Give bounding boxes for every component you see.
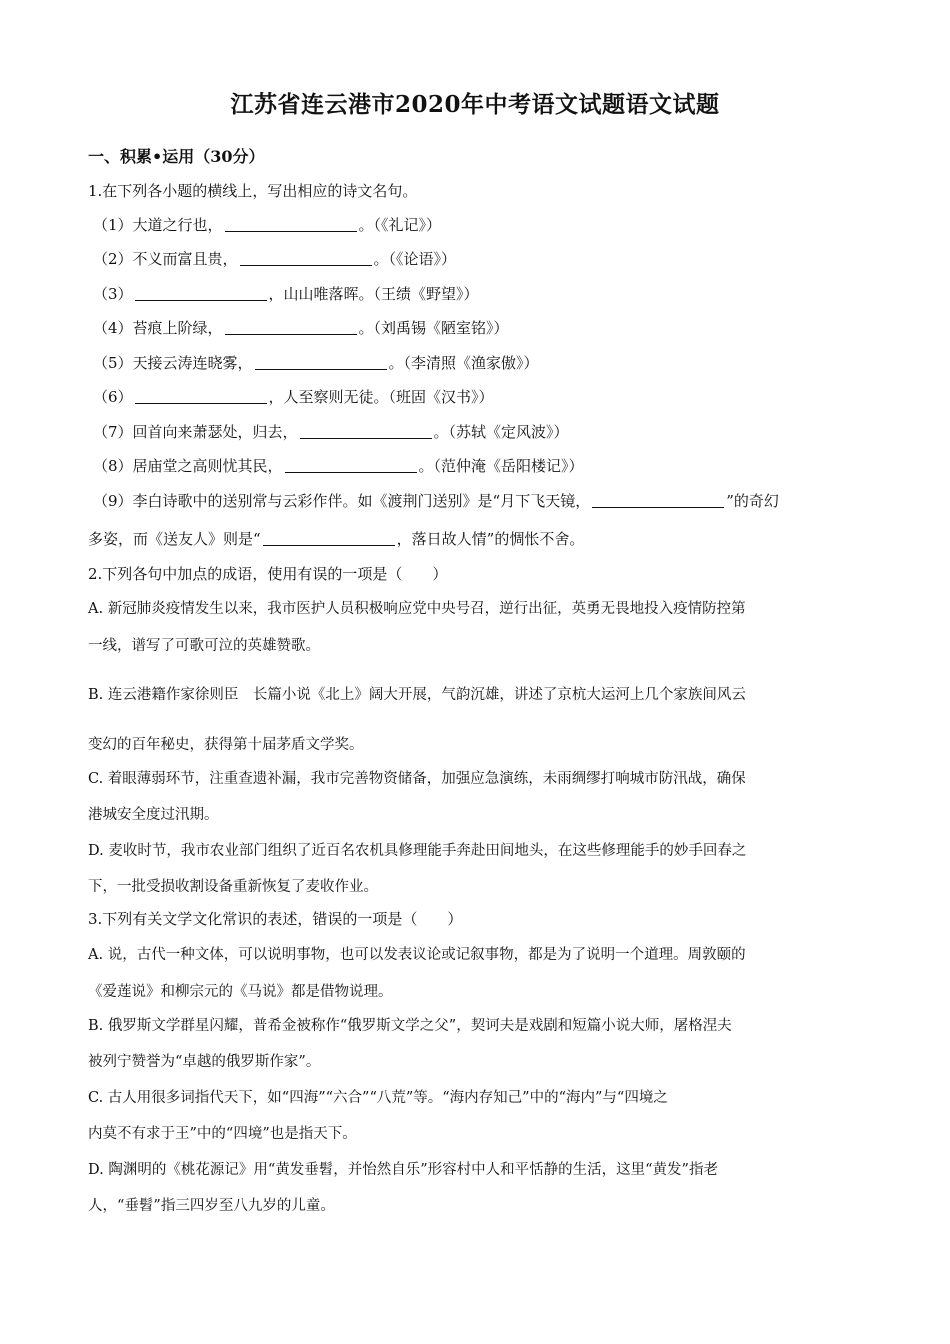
q3-option-a-line2: 《爱莲说》和柳宗元的《马说》都是借物说理。: [88, 984, 393, 1000]
answer-blank[interactable]: [225, 217, 357, 232]
answer-blank[interactable]: [240, 251, 372, 266]
q1-item-8: [93, 455, 584, 476]
q1-item-3: [93, 283, 479, 304]
q2-stem: 2.下列各句中加点的成语，使用有误的一项是（ ）: [88, 565, 448, 583]
q1-item-5-post: 。（李清照《渔家傲》）: [388, 354, 539, 372]
q1-item-2-pre: （2）不义而富且贵，: [93, 250, 238, 268]
q1-item-3-pre: （3）: [93, 285, 133, 303]
q1-item-8-pre: （8）居庙堂之高则忧其民，: [93, 457, 283, 475]
page-title: 江苏省连云港市2020年中考语文试题语文试题: [230, 91, 720, 118]
q1-item-7-pre: （7）回首向来萧瑟处，归去，: [93, 423, 298, 441]
q1-item-5-pre: （5）天接云涛连晓雾，: [93, 354, 253, 372]
q3-option-b-line2: 被列宁赞誉为“卓越的俄罗斯作家”。: [88, 1054, 321, 1070]
q1-stem: 1.在下列各小题的横线上，写出相应的诗文名句。: [88, 182, 418, 200]
q3-option-d-line2: 人，“垂髫”指三四岁至八九岁的儿童。: [88, 1198, 335, 1214]
q3-option-a-line1: A. 说，古代一种文体，可以说明事物，也可以发表议论或记叙事物，都是为了说明一个道理。周敦颐的: [88, 947, 746, 963]
answer-blank[interactable]: [225, 320, 357, 335]
q1-item-9-text-a: （9）李白诗歌中的送别常与云彩作伴。如《渡荆门送别》是“月下飞天镜，: [93, 492, 591, 510]
q3-option-b-line1: B. 俄罗斯文学群星闪耀，普希金被称作“俄罗斯文学之父”，契诃夫是戏剧和短篇小说大师，屠格涅夫: [88, 1018, 732, 1034]
q2-option-b-line1: B. 连云港籍作家徐则臣 长篇小说《北上》阔大开展，气韵沉雄，讲述了京杭大运河上几个家族间风云: [88, 687, 746, 703]
q2-option-c-line2: 港城安全度过汛期。: [88, 807, 219, 823]
q1-item-9-text-c: 多姿，而《送友人》则是“: [88, 530, 261, 548]
q1-item-2-post: 。（《论语》）: [373, 250, 457, 268]
answer-blank[interactable]: [263, 531, 395, 546]
answer-blank[interactable]: [300, 424, 432, 439]
q1-item-4-pre: （4）苔痕上阶绿，: [93, 319, 223, 337]
q2-option-a-line1: A. 新冠肺炎疫情发生以来，我市医护人员积极响应党中央号召，逆行出征，英勇无畏地投入疫情防控第: [88, 601, 746, 617]
answer-blank[interactable]: [135, 389, 267, 404]
q1-item-9-line2: [88, 528, 584, 549]
q3-option-c-line2: 内莫不有求于王”中的“四境”也是指天下。: [88, 1126, 357, 1142]
q1-item-8-post: 。（范仲淹《岳阳楼记》）: [418, 457, 584, 475]
q2-option-d-line1: D. 麦收时节，我市农业部门组织了近百名农机具修理能手奔赴田间地头，在这些修理能手的妙手回春之: [88, 843, 747, 859]
q3-option-d-line1: D. 陶渊明的《桃花源记》用“黄发垂髫，并怡然自乐”形容村中人和平恬静的生活，这里“黄发”指老: [88, 1162, 718, 1178]
q3-stem: 3.下列有关文学文化常识的表述，错误的一项是（ ）: [88, 910, 463, 928]
q1-item-5: [93, 352, 539, 373]
q2-option-d-line2: 下，一批受损收割设备重新恢复了麦收作业。: [88, 879, 378, 895]
q1-item-4: [93, 317, 509, 338]
q1-item-6: [93, 386, 494, 407]
q1-item-1-pre: （1）大道之行也，: [93, 216, 223, 234]
q1-item-7: [93, 421, 569, 442]
answer-blank[interactable]: [255, 355, 387, 370]
q1-item-4-post: 。（刘禹锡《陋室铭》）: [358, 319, 509, 337]
q1-item-9-line1: [93, 490, 779, 511]
q2-option-c-line1: C. 着眼薄弱环节，注重查遗补漏，我市完善物资储备，加强应急演练，未雨绸缪打响城市防汛战，确保: [88, 771, 746, 787]
section-heading: 一、积累•运用（30分）: [88, 147, 265, 166]
q1-item-7-post: 。（苏轼《定风波》）: [433, 423, 569, 441]
q1-item-1: [93, 214, 441, 235]
q1-item-9-text-b: ”的奇幻: [726, 492, 779, 510]
q1-item-1-post: 。（《礼记》）: [358, 216, 442, 234]
answer-blank[interactable]: [592, 493, 724, 508]
q1-item-3-post: ，山山唯落晖。（王绩《野望》）: [268, 285, 479, 303]
q1-item-2: [93, 248, 456, 269]
q2-option-a-line2: 一线，谱写了可歌可泣的英雄赞歌。: [88, 638, 320, 654]
q1-item-6-post: ，人至察则无徒。（班固《汉书》）: [268, 388, 494, 406]
q1-item-9-text-d: ，落日故人情”的惆怅不舍。: [396, 530, 585, 548]
answer-blank[interactable]: [285, 458, 417, 473]
answer-blank[interactable]: [135, 286, 267, 301]
q1-item-6-pre: （6）: [93, 388, 133, 406]
q2-option-b-line2: 变幻的百年秘史，获得第十届茅盾文学奖。: [88, 737, 364, 753]
q3-option-c-line1: C. 古人用很多词指代天下，如“四海”“六合”“八荒”等。“海内存知己”中的“海内”与“四境之: [88, 1090, 668, 1106]
